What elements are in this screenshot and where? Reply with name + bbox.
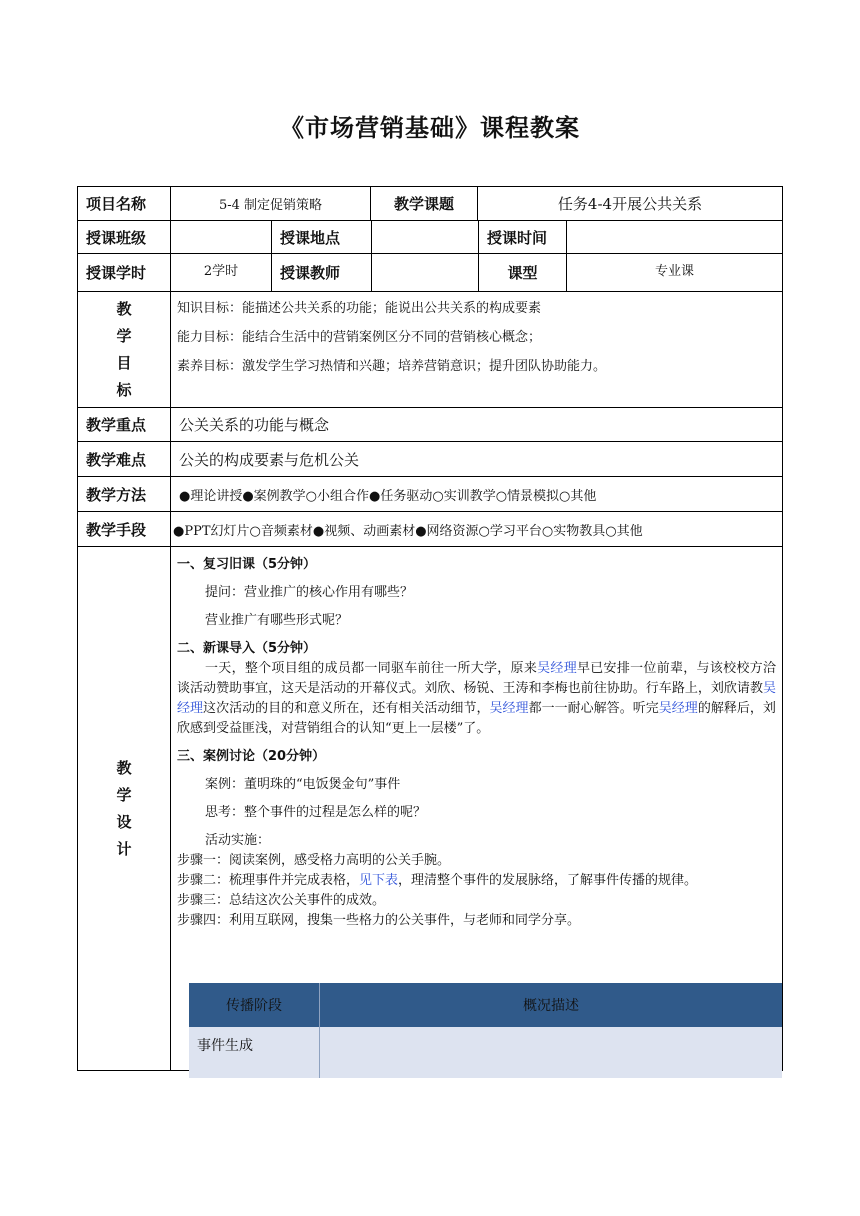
time-label: 授课时间 — [478, 220, 567, 254]
lesson-plan-table — [77, 186, 783, 1071]
manager-name: 吴经理 — [658, 701, 698, 716]
topic-label: 教学课题 — [370, 186, 478, 221]
step-2: 步骤二：梳理事件并完成表格，见下表，理清整个事件的发展脉络，了解事件传播的规律。 — [177, 873, 698, 888]
intro-section-title: 二、新课导入（5分钟） — [177, 641, 317, 656]
knowledge-objective: 知识目标：能描述公共关系的功能；能说出公共关系的构成要素 — [177, 301, 542, 316]
class-label: 授课班级 — [77, 220, 171, 254]
teacher-value — [371, 253, 479, 292]
project-label: 项目名称 — [77, 186, 171, 221]
see-table-link[interactable]: 见下表 — [359, 873, 399, 888]
place-value — [371, 220, 479, 254]
description-header: 概况描述 — [320, 983, 783, 1027]
method-value: ●理论讲授●案例教学○小组合作●任务驱动○实训教学○情景模拟○其他 — [170, 476, 783, 512]
intro-paragraph: 一天，整个项目组的成员都一同驱车前往一所大学，原来吴经理早已安排一位前辈，与该校校方洽谈活动赞助事宜，这天是活动的开幕仪式。刘欣、杨锐、王涛和李梅也前往协助。行车路上，刘欣请教吴经理这次活动的目的和意义所在，还有相关活动细节，吴经理都一一耐心解答。听完吴经理的解释后，刘欣感到受益匪浅，对营销组合的认知“更上一层楼”了。 — [177, 661, 776, 736]
stage-row-1-description[interactable] — [320, 1027, 783, 1078]
case-question: 思考：整个事件的过程是怎么样的呢？ — [205, 805, 427, 820]
topic-value: 任务4-4开展公共关系 — [477, 186, 783, 221]
stage-row-1: 事件生成 — [189, 1027, 320, 1078]
means-value: ●PPT幻灯片○音频素材●视频、动画素材●网络资源○学习平台○实物教具○其他 — [170, 511, 783, 547]
time-value — [566, 220, 783, 254]
difficulty-label: 教学难点 — [77, 441, 171, 477]
step-1: 步骤一：阅读案例，感受格力高明的公关手腕。 — [177, 853, 451, 868]
teacher-label: 授课教师 — [271, 253, 372, 292]
review-section-title: 一、复习旧课（5分钟） — [177, 557, 317, 572]
propagation-table — [189, 983, 782, 1078]
class-value — [170, 220, 272, 254]
hours-value: 2学时 — [170, 253, 272, 292]
manager-name: 吴经理 — [537, 661, 577, 676]
step-4: 步骤四：利用互联网，搜集一些格力的公关事件，与老师和同学分享。 — [177, 913, 581, 928]
ability-objective: 能力目标：能结合生活中的营销案例区分不同的营销核心概念； — [177, 330, 542, 345]
project-value: 5-4 制定促销策略 — [170, 186, 371, 221]
hours-label: 授课学时 — [77, 253, 171, 292]
objectives-content — [170, 291, 783, 408]
means-label: 教学手段 — [77, 511, 171, 547]
manager-name: 吴经理 — [489, 701, 529, 716]
case-section-title: 三、案例讨论（20分钟） — [177, 749, 326, 764]
manager-name: 吴经理 — [177, 681, 776, 716]
objectives-label: 教 学 目 标 — [77, 291, 171, 408]
review-question-2: 营业推广有哪些形式呢？ — [205, 613, 349, 628]
case-title: 案例：董明珠的“电饭煲金句”事件 — [205, 777, 401, 792]
type-label: 课型 — [478, 253, 567, 292]
step-3: 步骤三：总结这次公关事件的成效。 — [177, 893, 386, 908]
stage-header: 传播阶段 — [189, 983, 320, 1027]
type-value: 专业课 — [566, 253, 783, 292]
key-point-value: 公关关系的功能与概念 — [170, 407, 783, 442]
method-label: 教学方法 — [77, 476, 171, 512]
activity-heading: 活动实施： — [205, 833, 271, 848]
literacy-objective: 素养目标：激发学生学习热情和兴趣；培养营销意识；提升团队协助能力。 — [177, 359, 607, 374]
page-title: 《市场营销基础》课程教案 — [280, 114, 580, 142]
review-question-1: 提问：营业推广的核心作用有哪些？ — [205, 585, 414, 600]
place-label: 授课地点 — [271, 220, 372, 254]
design-label: 教 学 设 计 — [77, 546, 171, 1071]
key-point-label: 教学重点 — [77, 407, 171, 442]
difficulty-value: 公关的构成要素与危机公关 — [170, 441, 783, 477]
